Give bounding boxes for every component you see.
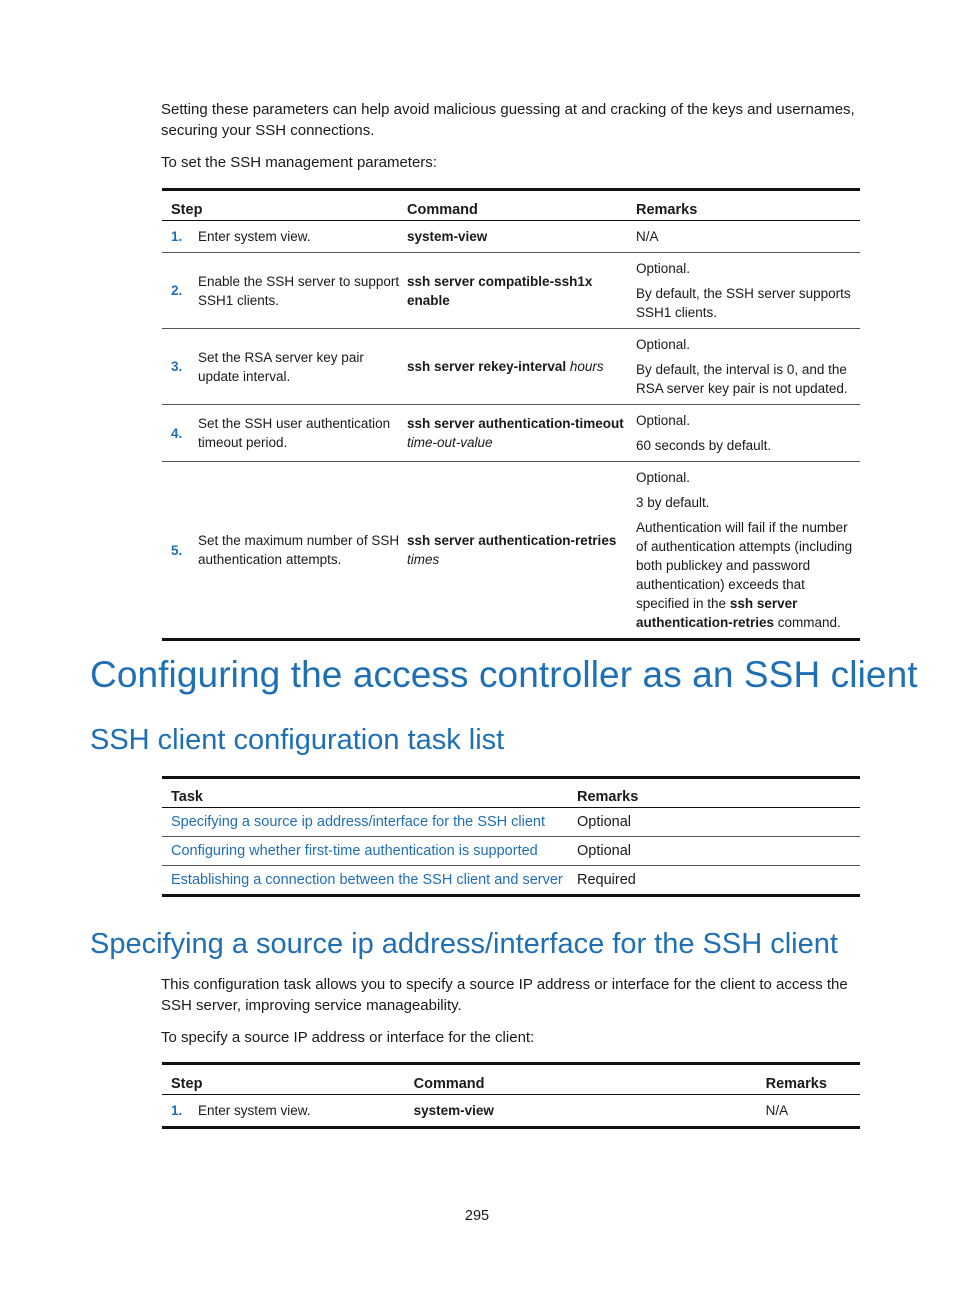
table-header-row <box>162 778 860 808</box>
step-number: 1. <box>171 229 183 244</box>
page-number: 295 <box>464 1208 490 1224</box>
table-row <box>162 1095 860 1128</box>
command-keyword: ssh server authentication-retries <box>407 533 617 548</box>
section-paragraph: This configuration task allows you to specify a source IP address or interface for the client to access the SSH server, improving service manageability. <box>161 976 848 1014</box>
table-row <box>162 866 860 896</box>
section-heading-task-list: SSH client configuration task list <box>90 724 505 756</box>
step-number: 5. <box>162 462 198 640</box>
command-keyword: system-view <box>407 229 488 244</box>
task-remarks: Optional <box>568 837 860 866</box>
task-link[interactable]: Configuring whether first-time authentication is supported <box>162 837 568 866</box>
header-remarks: Remarks <box>577 789 639 805</box>
command-argument: time-out-value <box>407 435 493 450</box>
source-ip-steps-table <box>162 1062 860 1129</box>
remark-command: ssh server authentication-retries <box>636 596 798 630</box>
command-keyword: ssh server rekey-interval <box>407 359 567 374</box>
header-task: Task <box>171 789 203 805</box>
header-command: Command <box>407 202 478 218</box>
step-command: system-view <box>413 1103 494 1118</box>
ssh-client-task-table <box>162 776 860 897</box>
header-command: Command <box>413 1076 485 1092</box>
section-lead-in: To specify a source IP address or interface for the client: <box>161 1029 535 1046</box>
step-command <box>407 405 636 462</box>
table-row <box>162 837 860 866</box>
table-row <box>162 329 860 405</box>
section-heading-source-ip: Specifying a source ip address/interface for the SSH client <box>90 928 838 960</box>
step-remarks <box>636 405 860 462</box>
intro-lead-in: To set the SSH management parameters: <box>161 154 437 171</box>
remark-line: 3 by default. <box>636 495 710 510</box>
command-keyword: ssh server compatible-ssh1x enable <box>407 273 593 308</box>
remark-line: Optional. <box>636 261 691 276</box>
remark-text: Authentication will fail if the number of authentication attempts (including both publickey and password authentication) exceeds that specified in the <box>636 520 853 611</box>
step-remarks <box>636 253 860 329</box>
remark-line: Optional. <box>636 470 691 485</box>
header-step: Step <box>171 202 203 218</box>
remark-line: By default, the interval is 0, and the RSA server key pair is not updated. <box>636 362 848 396</box>
step-number: 2. <box>162 253 198 329</box>
step-number: 4. <box>162 405 198 462</box>
task-remarks: Optional <box>577 814 632 830</box>
step-command <box>407 221 636 253</box>
table-row <box>162 405 860 462</box>
step-description: Enable the SSH server to support SSH1 clients. <box>198 253 407 329</box>
header-remarks: Remarks <box>636 202 698 218</box>
table-row <box>162 221 860 253</box>
step-description: Enter system view. <box>198 1103 311 1118</box>
chapter-heading: Configuring the access controller as an SSH client <box>90 654 918 695</box>
step-description: Enter system view. <box>198 229 311 244</box>
command-argument: times <box>407 552 440 567</box>
remark-line <box>636 518 856 632</box>
remark-line: Optional. <box>636 337 691 352</box>
command-argument: hours <box>569 359 604 374</box>
remark-line: 60 seconds by default. <box>636 438 772 453</box>
remark-line: N/A <box>636 229 659 244</box>
step-command <box>407 253 636 329</box>
command-keyword: ssh server authentication-timeout <box>407 416 624 431</box>
table-row <box>162 462 860 640</box>
table-row <box>162 253 860 329</box>
step-description: Set the RSA server key pair update interval. <box>198 329 407 405</box>
step-description: Set the maximum number of SSH authentication attempts. <box>198 462 407 640</box>
ssh-management-parameters-table <box>162 188 860 641</box>
table-header-row <box>162 1064 860 1095</box>
step-number: 3. <box>162 329 198 405</box>
table-row <box>162 808 860 837</box>
step-remarks <box>636 329 860 405</box>
remark-line: Optional. <box>636 413 691 428</box>
step-command <box>407 329 636 405</box>
task-link[interactable]: Establishing a connection between the SSH client and server <box>162 866 568 896</box>
remark-text: command. <box>774 615 841 630</box>
step-number: 1. <box>171 1103 183 1118</box>
remark-line: By default, the SSH server supports SSH1 clients. <box>636 286 851 320</box>
task-remarks: Required <box>568 866 860 896</box>
header-step: Step <box>171 1076 203 1092</box>
step-remarks <box>636 221 860 253</box>
intro-paragraph: Setting these parameters can help avoid malicious guessing at and cracking of the keys and usernames, securing your SSH connections. <box>161 101 855 139</box>
step-remarks: N/A <box>765 1103 789 1118</box>
step-command <box>407 462 636 640</box>
step-description: Set the SSH user authentication timeout period. <box>198 405 407 462</box>
table-header-row <box>162 190 860 221</box>
task-link[interactable]: Specifying a source ip address/interface for the SSH client <box>171 814 545 830</box>
step-remarks <box>636 462 860 640</box>
header-remarks: Remarks <box>765 1076 827 1092</box>
